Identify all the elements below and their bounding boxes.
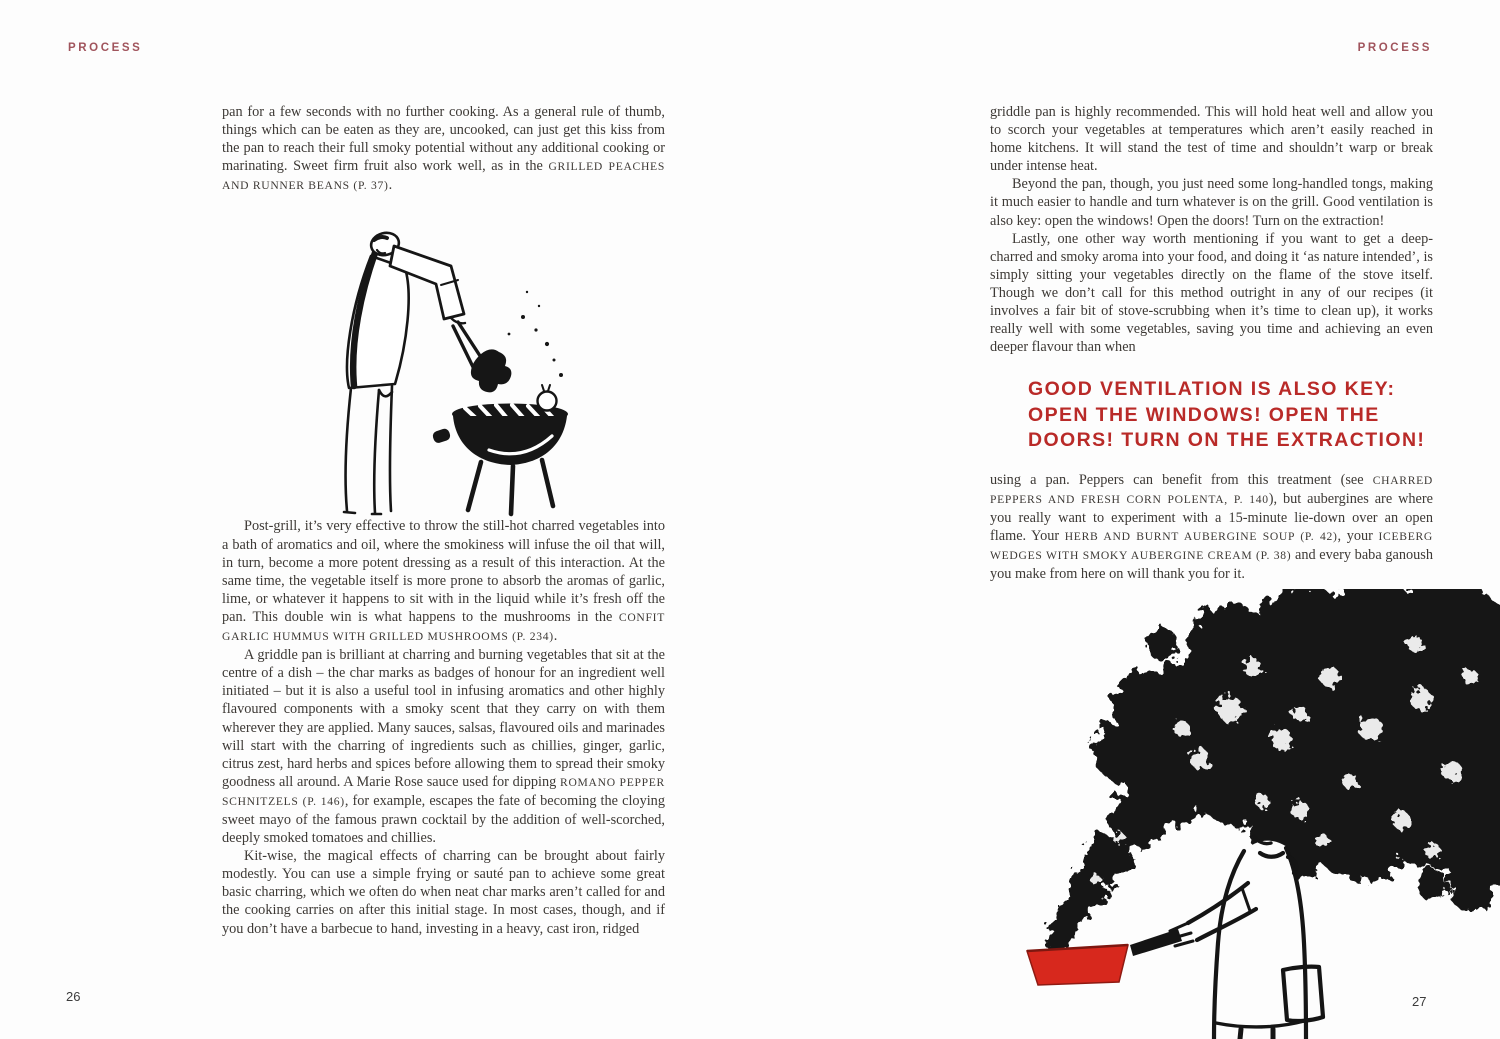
- body-text-run: , your: [1337, 528, 1379, 545]
- body-text-run: Beyond the pan, though, you just need some long-handled tongs, making it much easier to handle and turn whatever is on the grill. Good ventilation is also key: open the windows! Open the doors! Turn on the extraction!: [990, 176, 1433, 229]
- smoke-specks: [508, 291, 563, 377]
- page-number-right: 27: [1412, 994, 1427, 1009]
- recipe-reference: ROMANO PEPPER SCHNITZELS (P. 146): [222, 775, 665, 808]
- barbecue-legs: [468, 460, 553, 514]
- pan-handle: [1130, 929, 1182, 956]
- kettle-barbecue: [432, 385, 568, 514]
- smoke-cook-illustration: [1000, 589, 1500, 1039]
- pullquote: [1028, 377, 1433, 454]
- paragraph: [990, 103, 1433, 175]
- running-head-right: PROCESS: [1357, 42, 1432, 54]
- recipe-reference: ICEBERG WEDGES WITH SMOKY AUBERGINE CREAM (P. 38): [990, 530, 1433, 563]
- body-text-run: griddle pan is highly recommended. This will hold heat well and allow you to scorch your vegetables at temperatures which aren’t easily reached in home kitchens. It will stand the test of time and shouldn’t warp or break under intense heat.: [990, 104, 1433, 175]
- recipe-reference: CONFIT GARLIC HUMMUS WITH GRILLED MUSHROOMS (P. 234): [222, 610, 665, 644]
- page-number-left: 26: [66, 989, 81, 1004]
- right-paragraphs-bottom: [990, 471, 1433, 584]
- right-page-text-column: [990, 103, 1433, 583]
- onion-on-grill: [538, 385, 557, 411]
- paragraph: [990, 175, 1433, 229]
- body-text-run: and every baba ganoush you make from here on will thank you for it.: [990, 547, 1433, 583]
- paragraph: [990, 230, 1433, 357]
- pullquote-line: DOORS! TURN ON THE EXTRACTION!: [1028, 429, 1426, 452]
- paragraph: [222, 103, 665, 195]
- paragraph: [222, 517, 665, 646]
- body-text-run: using a pan. Peppers can benefit from this treatment (see: [990, 471, 1373, 488]
- paragraph: [990, 471, 1433, 584]
- body-text-run: .: [388, 177, 393, 194]
- body-text-run: .: [553, 628, 558, 645]
- barbecue-grilling-illustration: [295, 222, 655, 522]
- pullquote-line: OPEN THE WINDOWS! OPEN THE: [1028, 403, 1380, 426]
- pullquote-line: GOOD VENTILATION IS ALSO KEY:: [1028, 378, 1396, 401]
- recipe-reference: GRILLED PEACHES AND RUNNER BEANS (P. 37): [222, 160, 665, 193]
- charred-vegetable: [471, 349, 512, 392]
- body-text-run: A griddle pan is brilliant at charring and burning vegetables that sit at the centre of a dish – the char marks as badges of honour for an ingredient well initiated – but it is also a useful tool in infusing aromatics and other highly flavoured components with a smoky scent that they carry on with them wherever they are applied. Many sauces, salsas, flavoured oils and marinades will start with the charring of ingredients such as chillies, ginger, garlic, citrus zest, hard herbs and spices before allowing them to spread their smoky goodness all around. A Marie Rose sauce used for dipping: [222, 647, 665, 790]
- body-text-run: , for example, escapes the fate of becoming the cloying sweet mayo of the famous prawn cocktail by the addition of well-scorched, deeply smoked tomatoes and chillies.: [222, 792, 665, 847]
- body-text-run: pan for a few seconds with no further cooking. As a general rule of thumb, things which can be eaten as they are, uncooked, can just get this kiss from the pan to reach their full smoky potential without any additional cooking or marinating. Sweet firm fruit also work well, as in the: [222, 104, 665, 175]
- recipe-reference: HERB AND BURNT AUBERGINE SOUP (P. 42): [1064, 530, 1338, 544]
- paragraph: [222, 847, 665, 937]
- cook-legs: [344, 386, 392, 514]
- left-paragraphs-bottom: [222, 517, 665, 937]
- body-text-run: Kit-wise, the magical effects of charring can be brought about fairly modestly. You can use a simple frying or sauté pan to achieve some great basic charring, which we often do when neat char marks aren’t called for and the cooking carries on after this initial stage. In most cases, though, and if you don’t have a barbecue to hand, investing in a heavy, cast iron, ridged: [222, 848, 665, 937]
- recipe-reference: CHARRED PEPPERS AND FRESH CORN POLENTA, P. 140: [990, 473, 1433, 506]
- paragraph: [222, 646, 665, 847]
- left-paragraphs-top: [222, 103, 665, 195]
- body-text-run: ), but aubergines are where you really want to experiment with a 15-minute lie-down over an open flame. Your: [990, 490, 1433, 545]
- running-head-left: PROCESS: [68, 42, 143, 54]
- body-text-run: Post-grill, it’s very effective to throw the still-hot charred vegetables into a bath of aromatics and oil, where the smokiness will infuse the oil that will, in turn, become a more potent dressing as a result of this interaction. At the same time, the vegetable itself is more prone to absorb the aromas of garlic, lime, or whatever it happens to sit with in the liquid while it’s fresh off the pan. This double win is what happens to the mushrooms in the: [222, 518, 665, 625]
- right-paragraphs-top: [990, 103, 1433, 356]
- body-text-run: Lastly, one other way worth mentioning if you want to get a deep-charred and smoky aroma into your food, and doing it ‘as nature intended’, is simply sitting your vegetables directly on the flame of the stove itself. Though we don’t call for this method outright in any of our recipes (it involves a fair bit of stove-scrubbing when it’s time to clean up), it works really well with some vegetables, saving you time and achieving an even deeper flavour than when: [990, 230, 1433, 356]
